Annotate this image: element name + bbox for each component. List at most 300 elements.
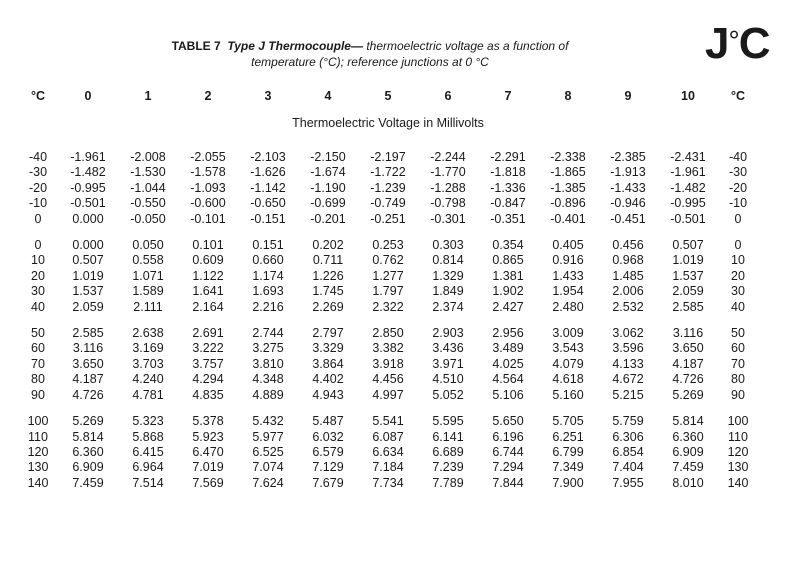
voltage-cell: 6.360 <box>672 429 704 444</box>
temperature-label-right: -40 <box>728 150 748 164</box>
temperature-label-right: 40 <box>731 299 745 314</box>
voltage-cell: 2.903 <box>432 326 464 341</box>
voltage-cell: 3.436 <box>432 341 464 356</box>
temperature-label-left: 50 <box>31 326 45 341</box>
voltage-cell: 2.427 <box>492 299 524 314</box>
table-row <box>18 269 758 284</box>
voltage-cell: -1.385 <box>550 180 586 195</box>
voltage-cell: 1.071 <box>132 268 164 283</box>
voltage-cell: -0.301 <box>430 211 466 226</box>
voltage-cell: 2.164 <box>192 299 224 314</box>
voltage-cell: 3.757 <box>192 356 224 371</box>
table-row <box>18 212 758 227</box>
voltage-cell: -1.044 <box>130 180 166 195</box>
column-header: 5 <box>384 89 392 103</box>
voltage-cell: 6.306 <box>612 429 644 444</box>
voltage-cell: 2.374 <box>432 299 464 314</box>
voltage-cell: 7.514 <box>132 475 164 490</box>
voltage-cell: 3.062 <box>612 326 644 341</box>
voltage-cell: 6.579 <box>312 444 344 459</box>
voltage-cell: 4.240 <box>132 372 164 387</box>
type-j-logo <box>705 16 769 69</box>
voltage-cell: -1.482 <box>70 165 106 180</box>
unit-header-left: °C <box>30 89 46 103</box>
voltage-cell: 4.294 <box>192 372 224 387</box>
temperature-label-left: -40 <box>28 150 48 164</box>
voltage-cell: 7.074 <box>252 460 284 475</box>
voltage-cell: -0.995 <box>70 180 106 195</box>
voltage-cell: 7.955 <box>612 475 644 490</box>
title-description-2: temperature (°C); reference junctions at 0 °C <box>251 55 489 69</box>
temperature-label-right: 130 <box>727 460 749 475</box>
voltage-cell: -0.946 <box>610 196 646 211</box>
voltage-cell: 4.187 <box>672 356 704 371</box>
voltage-cell: 5.432 <box>252 414 284 429</box>
voltage-cell: 5.595 <box>432 414 464 429</box>
voltage-cell: 6.909 <box>72 460 104 475</box>
spacer-cell <box>18 403 758 414</box>
voltage-cell: 0.762 <box>372 253 404 268</box>
voltage-cell: 0.253 <box>372 238 404 253</box>
voltage-cell: 6.744 <box>492 444 524 459</box>
voltage-cell: 6.964 <box>132 460 164 475</box>
subtitle-row <box>18 104 758 144</box>
voltage-cell: 7.184 <box>372 460 404 475</box>
voltage-cell: 7.459 <box>672 460 704 475</box>
voltage-cell: -2.150 <box>310 150 346 164</box>
voltage-cell: 7.404 <box>612 460 644 475</box>
voltage-cell: -1.770 <box>430 165 466 180</box>
table-row <box>18 341 758 356</box>
voltage-cell: 2.322 <box>372 299 404 314</box>
voltage-cell: 1.537 <box>672 268 704 283</box>
temperature-label-left: 110 <box>28 429 48 444</box>
voltage-cell: -0.251 <box>370 211 406 226</box>
voltage-cell: -0.401 <box>550 211 586 226</box>
voltage-cell: 3.116 <box>72 341 104 356</box>
voltage-cell: 1.019 <box>672 253 704 268</box>
voltage-cell: 4.456 <box>372 372 404 387</box>
voltage-cell: 7.129 <box>312 460 344 475</box>
voltage-cell: -0.847 <box>490 196 526 211</box>
voltage-cell: 3.116 <box>672 326 704 341</box>
voltage-cell: 1.019 <box>72 268 104 283</box>
voltage-cell: 5.378 <box>192 414 224 429</box>
voltage-cell: 5.323 <box>132 414 164 429</box>
voltage-cell: -1.288 <box>430 180 466 195</box>
temperature-label-right: 70 <box>731 356 745 371</box>
temperature-label-right: 10 <box>731 253 745 268</box>
voltage-cell: 4.781 <box>132 387 164 402</box>
voltage-cell: 7.900 <box>552 475 584 490</box>
voltage-cell: 3.382 <box>372 341 404 356</box>
voltage-cell: 5.759 <box>612 414 644 429</box>
table-body <box>18 104 758 491</box>
thermocouple-type: Type J Thermocouple <box>227 39 351 53</box>
voltage-cell: 1.589 <box>132 284 164 299</box>
voltage-cell: -2.197 <box>370 150 406 164</box>
temperature-label-left: 120 <box>27 444 49 459</box>
voltage-cell: 3.650 <box>672 341 704 356</box>
voltage-cell: 0.000 <box>72 211 104 226</box>
voltage-cell: 5.052 <box>432 387 464 402</box>
voltage-cell: 1.381 <box>492 268 524 283</box>
voltage-cell: 6.360 <box>72 444 104 459</box>
voltage-cell: 6.196 <box>492 429 524 444</box>
temperature-label-left: 70 <box>31 356 45 371</box>
table-row <box>18 445 758 460</box>
voltage-cell: 3.543 <box>552 341 584 356</box>
table-row <box>18 150 758 165</box>
voltage-cell: 6.415 <box>132 444 164 459</box>
voltage-cell: 2.691 <box>192 326 224 341</box>
voltage-cell: 2.850 <box>372 326 404 341</box>
voltage-cell: 2.532 <box>612 299 644 314</box>
temperature-label-right: 0 <box>734 238 742 253</box>
voltage-cell: 0.916 <box>552 253 584 268</box>
voltage-cell: 7.239 <box>432 460 464 475</box>
column-header: 6 <box>444 89 452 103</box>
column-header: 9 <box>624 89 632 103</box>
table-row <box>18 388 758 403</box>
voltage-cell: 1.641 <box>192 284 224 299</box>
temperature-label-left: 20 <box>31 268 45 283</box>
voltage-cell: -0.351 <box>490 211 526 226</box>
voltage-cell: -1.142 <box>250 180 286 195</box>
voltage-cell: -1.961 <box>670 165 706 180</box>
voltage-cell: 7.789 <box>432 475 464 490</box>
voltage-cell: 6.087 <box>372 429 404 444</box>
voltage-cell: 2.585 <box>72 326 104 341</box>
voltage-cell: 6.525 <box>252 444 284 459</box>
voltage-cell: 7.844 <box>492 475 524 490</box>
voltage-cell: 5.487 <box>312 414 344 429</box>
voltage-cell: -0.201 <box>310 211 346 226</box>
table-row <box>18 414 758 429</box>
temperature-label-right: 0 <box>734 211 742 226</box>
voltage-cell: -1.961 <box>70 150 106 164</box>
voltage-cell: 1.226 <box>312 268 344 283</box>
voltage-cell: -0.798 <box>430 196 466 211</box>
temperature-label-right: -30 <box>728 165 748 180</box>
voltage-cell: 6.470 <box>192 444 224 459</box>
column-header: 2 <box>204 89 212 103</box>
voltage-cell: 2.585 <box>672 299 704 314</box>
voltage-cell: -0.501 <box>670 211 706 226</box>
table-row <box>18 326 758 341</box>
logo-letter: J <box>705 19 729 68</box>
temperature-label-left: 10 <box>31 253 45 268</box>
voltage-cell: 5.650 <box>492 414 524 429</box>
voltage-cell: 0.865 <box>492 253 524 268</box>
voltage-cell: -1.336 <box>490 180 526 195</box>
temperature-label-left: -30 <box>28 165 48 180</box>
table-row <box>18 300 758 315</box>
voltage-cell: 0.151 <box>252 238 284 253</box>
voltage-cell: 7.679 <box>312 475 344 490</box>
voltage-cell: 0.609 <box>192 253 224 268</box>
column-header: 10 <box>681 89 695 103</box>
voltage-cell: 0.303 <box>432 238 464 253</box>
table-title <box>70 38 670 70</box>
group-spacer <box>18 403 758 414</box>
spacer-cell <box>18 227 758 238</box>
voltage-cell: 0.814 <box>432 253 464 268</box>
voltage-cell: -1.482 <box>670 180 706 195</box>
voltage-cell: 4.510 <box>432 372 464 387</box>
voltage-cell: 2.797 <box>312 326 344 341</box>
temperature-label-left: 130 <box>27 460 49 475</box>
voltage-cell: -2.055 <box>190 150 226 164</box>
voltage-cell: 8.010 <box>672 475 704 490</box>
voltage-cell: -0.896 <box>550 196 586 211</box>
voltage-cell: 0.101 <box>192 238 224 253</box>
temperature-label-right: 80 <box>731 372 745 387</box>
voltage-cell: 3.864 <box>312 356 344 371</box>
voltage-cell: -0.699 <box>310 196 346 211</box>
voltage-cell: 7.349 <box>552 460 584 475</box>
temperature-label-left: 30 <box>31 284 45 299</box>
voltage-cell: 3.009 <box>552 326 584 341</box>
voltage-cell: 3.810 <box>252 356 284 371</box>
voltage-cell: -0.550 <box>130 196 166 211</box>
temperature-label-left: -20 <box>28 180 48 195</box>
table-row <box>18 430 758 445</box>
voltage-cell: 1.433 <box>552 268 584 283</box>
title-line-1 <box>70 38 670 54</box>
voltage-cell: 4.133 <box>612 356 644 371</box>
voltage-cell: 7.459 <box>72 475 104 490</box>
voltage-cell: 4.564 <box>492 372 524 387</box>
temperature-label-right: -10 <box>728 196 748 211</box>
voltage-cell: 2.111 <box>133 299 163 314</box>
voltage-cell: 7.569 <box>192 475 224 490</box>
voltage-cell: -0.451 <box>610 211 646 226</box>
voltage-cell: 4.726 <box>72 387 104 402</box>
voltage-cell: 2.216 <box>252 299 284 314</box>
voltage-cell: 2.269 <box>312 299 344 314</box>
voltage-cell: 2.059 <box>72 299 104 314</box>
voltage-cell: -0.995 <box>670 196 706 211</box>
voltage-cell: 1.537 <box>72 284 104 299</box>
voltage-cell: -0.600 <box>190 196 226 211</box>
group-spacer <box>18 227 758 238</box>
column-header: 1 <box>144 89 152 103</box>
voltage-cell: -0.101 <box>190 211 226 226</box>
table-number: TABLE 7 <box>171 39 221 53</box>
voltage-cell: 7.734 <box>372 475 404 490</box>
column-header: 4 <box>324 89 332 103</box>
voltage-cell: -2.244 <box>430 150 466 164</box>
voltage-cell: -1.190 <box>310 180 346 195</box>
voltage-cell: -2.103 <box>250 150 286 164</box>
voltage-cell: 1.693 <box>252 284 284 299</box>
title-description-1: thermoelectric voltage as a function of <box>366 39 569 53</box>
voltage-cell: 5.269 <box>72 414 104 429</box>
column-header: 3 <box>264 89 272 103</box>
voltage-cell: 6.799 <box>552 444 584 459</box>
voltage-cell: 0.968 <box>612 253 644 268</box>
table-row <box>18 181 758 196</box>
table-row <box>18 476 758 491</box>
voltage-cell: 3.971 <box>432 356 464 371</box>
voltage-cell: 7.294 <box>492 460 524 475</box>
voltage-cell: 0.507 <box>72 253 104 268</box>
voltage-cell: 1.745 <box>312 284 344 299</box>
voltage-cell: -1.722 <box>370 165 406 180</box>
voltage-cell: -0.749 <box>370 196 406 211</box>
voltage-cell: 2.059 <box>672 284 704 299</box>
voltage-cell: 6.032 <box>312 429 344 444</box>
title-dash: — <box>350 39 363 53</box>
table-row <box>18 357 758 372</box>
column-header: 8 <box>564 89 572 103</box>
voltage-cell: 1.277 <box>372 268 404 283</box>
voltage-cell: 3.222 <box>192 341 224 356</box>
voltage-cell: 4.997 <box>372 387 404 402</box>
voltage-cell: 7.019 <box>192 460 224 475</box>
table-row <box>18 284 758 299</box>
voltage-cell: -1.913 <box>610 165 646 180</box>
thermocouple-table <box>18 88 758 491</box>
voltage-cell: 4.835 <box>192 387 224 402</box>
column-header-row <box>18 88 758 104</box>
voltage-cell: 3.650 <box>72 356 104 371</box>
voltage-cell: -2.385 <box>610 150 646 164</box>
temperature-label-right: -20 <box>728 180 748 195</box>
voltage-cell: 6.634 <box>372 444 404 459</box>
voltage-cell: -0.501 <box>70 196 106 211</box>
voltage-cell: 5.814 <box>672 414 704 429</box>
voltage-cell: -2.431 <box>670 150 706 164</box>
voltage-cell: -1.674 <box>310 165 346 180</box>
voltage-cell: 0.405 <box>552 238 584 253</box>
voltage-cell: 2.744 <box>252 326 284 341</box>
voltage-cell: 6.689 <box>432 444 464 459</box>
voltage-cell: -0.050 <box>130 211 166 226</box>
voltage-cell: 0.000 <box>72 238 104 253</box>
voltage-cell: 3.596 <box>612 341 644 356</box>
temperature-label-left: 0 <box>34 211 42 226</box>
voltage-cell: -1.865 <box>550 165 586 180</box>
voltage-cell: 5.541 <box>372 414 404 429</box>
temperature-label-right: 50 <box>731 326 745 341</box>
temperature-label-left: 0 <box>34 238 42 253</box>
table-row <box>18 253 758 268</box>
voltage-cell: 1.174 <box>252 268 284 283</box>
voltage-cell: 1.849 <box>432 284 464 299</box>
voltage-cell: -1.433 <box>610 180 646 195</box>
voltage-cell: 5.705 <box>552 414 584 429</box>
voltage-cell: 6.909 <box>672 444 704 459</box>
voltage-cell: 4.079 <box>552 356 584 371</box>
voltage-cell: 4.348 <box>252 372 284 387</box>
column-header: 7 <box>504 89 512 103</box>
logo-unit: C <box>738 19 770 68</box>
voltage-cell: 0.354 <box>492 238 524 253</box>
voltage-cell: 0.507 <box>672 238 704 253</box>
voltage-cell: -2.008 <box>130 150 166 164</box>
voltage-cell: 1.902 <box>492 284 524 299</box>
voltage-cell: 7.624 <box>252 475 284 490</box>
voltage-cell: 1.485 <box>612 268 644 283</box>
temperature-label-left: 40 <box>31 299 45 314</box>
voltage-cell: 0.456 <box>612 238 644 253</box>
temperature-label-right: 140 <box>727 475 749 490</box>
voltage-cell: 1.122 <box>192 268 224 283</box>
temperature-label-right: 90 <box>731 387 745 402</box>
voltage-cell: 2.006 <box>612 284 644 299</box>
temperature-label-left: 80 <box>31 372 45 387</box>
temperature-label-left: 60 <box>31 341 45 356</box>
voltage-cell: 4.187 <box>72 372 104 387</box>
temperature-label-right: 30 <box>731 284 745 299</box>
temperature-label-left: 100 <box>27 414 49 429</box>
voltage-cell: -1.578 <box>190 165 226 180</box>
table-row <box>18 165 758 180</box>
column-header: 0 <box>84 89 92 103</box>
table-row <box>18 238 758 253</box>
temperature-label-left: 140 <box>27 475 49 490</box>
voltage-cell: 4.943 <box>312 387 344 402</box>
voltage-cell: 1.954 <box>552 284 584 299</box>
table-row <box>18 372 758 387</box>
voltage-cell: 4.889 <box>252 387 284 402</box>
voltage-cell: 5.977 <box>252 429 284 444</box>
voltage-cell: 2.480 <box>552 299 584 314</box>
voltage-cell: 4.025 <box>492 356 524 371</box>
voltage-cell: 3.703 <box>132 356 164 371</box>
voltage-cell: 0.050 <box>132 238 164 253</box>
voltage-cell: 3.489 <box>492 341 524 356</box>
voltage-cell: -1.626 <box>250 165 286 180</box>
voltage-cell: 4.618 <box>552 372 584 387</box>
voltage-cell: 6.141 <box>432 429 464 444</box>
voltage-cell: 6.251 <box>552 429 584 444</box>
voltage-cell: -0.151 <box>250 211 286 226</box>
voltage-cell: 3.275 <box>252 341 284 356</box>
spacer-cell <box>18 315 758 326</box>
voltage-cell: 5.215 <box>612 387 644 402</box>
voltage-cell: -1.530 <box>130 165 166 180</box>
voltage-cell: 5.269 <box>672 387 704 402</box>
voltage-cell: 2.638 <box>132 326 164 341</box>
voltage-cell: 3.329 <box>312 341 344 356</box>
voltage-cell: 3.918 <box>372 356 404 371</box>
table-row <box>18 460 758 475</box>
voltage-cell: 0.558 <box>132 253 164 268</box>
temperature-label-right: 110 <box>728 429 748 444</box>
logo-degree: ° <box>728 25 739 56</box>
voltage-cell: 5.106 <box>492 387 524 402</box>
voltage-cell: -1.239 <box>370 180 406 195</box>
voltage-cell: 0.202 <box>312 238 344 253</box>
temperature-label-left: 90 <box>31 387 45 402</box>
table-subtitle: Thermoelectric Voltage in Millivolts <box>292 116 484 131</box>
voltage-cell: 3.169 <box>132 341 164 356</box>
voltage-cell: 0.660 <box>252 253 284 268</box>
voltage-cell: 1.329 <box>432 268 464 283</box>
voltage-cell: -0.650 <box>250 196 286 211</box>
temperature-label-right: 100 <box>727 414 749 429</box>
unit-header-right: °C <box>730 89 746 103</box>
voltage-cell: -1.818 <box>490 165 526 180</box>
voltage-cell: 5.814 <box>72 429 104 444</box>
voltage-cell: 5.868 <box>132 429 164 444</box>
title-line-2 <box>70 54 670 70</box>
temperature-label-right: 60 <box>731 341 745 356</box>
voltage-cell: 5.923 <box>192 429 224 444</box>
